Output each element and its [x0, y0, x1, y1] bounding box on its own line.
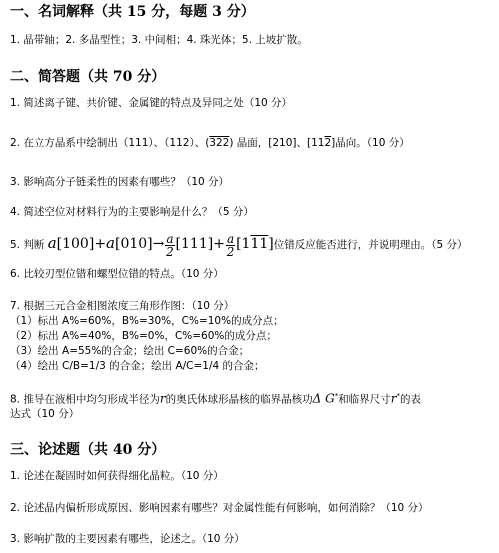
question-2-7-item-1: （1）标出 A%=60%，B%=30%，C%=10%的成分点；: [10, 315, 284, 327]
q2-mid: ) 晶面，[210]、[11: [229, 137, 325, 149]
q5-frac1-den: 2: [166, 244, 174, 259]
q5-t1: [100]: [56, 236, 95, 252]
q5-tail: 位错反应能否进行，并说明理由。（5 分）: [273, 239, 468, 251]
question-2-7-item-3: （3）绘出 A=55%的合金；绘出 C=60%的合金；: [10, 345, 250, 357]
q8-dg: Δ G: [312, 391, 335, 406]
section1-heading: 一、名词解释（共 15 分，每题 3 分）: [10, 4, 255, 20]
q5-a1: a: [47, 234, 57, 252]
q5-t4bar: 11: [250, 236, 269, 252]
section2-heading: 二、简答题（共 70 分）: [10, 69, 166, 85]
q2-post: ]晶向。（10 分）: [331, 137, 410, 149]
q5-t3: [111]: [175, 236, 214, 252]
question-2-7-stem: 7. 根据三元合金相图浓度三角形作图：（10 分）: [10, 300, 235, 312]
q8-mid: 的奥氏体球形晶核的临界晶核功: [165, 393, 313, 406]
q5-frac2: [226, 233, 235, 258]
question-3-2: 2. 论述晶内偏析形成原因、影响因素有哪些？对金属性能有何影响，如何消除？（10 分）: [10, 502, 429, 514]
q5-frac2-num: a: [226, 231, 235, 246]
q8-r: r: [159, 391, 166, 406]
question-2-3: 3. 影响高分子链柔性的因素有哪些？（10 分）: [10, 176, 230, 188]
q5-arrow: →: [152, 236, 165, 252]
question-2-7-item-4: （4）绘出 C/B=1/3 的合金；绘出 A/C=1/4 的合金；: [10, 360, 265, 372]
q8-star1: *: [334, 392, 339, 400]
q5-frac2-den: 2: [226, 244, 235, 259]
q2-overbar-indices: 322: [209, 137, 230, 149]
question-3-3: 3. 影响扩散的主要因素有哪些，论述之。（10 分）: [10, 533, 245, 545]
q5-num: 5. 判断: [10, 239, 45, 251]
q5-plus2: +: [213, 236, 225, 252]
q5-a2: a: [106, 234, 115, 252]
section1-terms: 1. 晶带轴；2. 多晶型性；3. 中间相；4. 珠光体；5. 上坡扩散。: [10, 34, 308, 46]
q8-mid2: 和临界尺寸: [338, 393, 391, 406]
question-2-8-line2: 达式（10 分）: [10, 408, 80, 420]
q5-frac1: [165, 233, 174, 258]
q8-post: 的表: [399, 393, 421, 406]
q5-t2: [010]: [115, 236, 153, 252]
question-2-6: 6. 比较刃型位错和螺型位错的特点。（10 分）: [10, 268, 224, 280]
q2-pre: 2. 在立方晶系中绘制出（111）、（112）、(: [10, 137, 210, 149]
q5-plus1: +: [94, 236, 107, 252]
question-2-8: [10, 389, 421, 407]
question-2-4: 4. 简述空位对材料行为的主要影响是什么？（5 分）: [10, 206, 254, 218]
section3-heading: 三、论述题（共 40 分）: [10, 442, 166, 458]
question-2-2: [10, 136, 410, 150]
question-2-1: 1. 简述离子键、共价键、金属键的特点及异同之处（10 分）: [10, 97, 293, 109]
q2-overbar-index: 2: [324, 137, 332, 149]
q5-frac1-num: a: [166, 231, 174, 246]
question-2-5: [10, 230, 468, 258]
q8-pre: 8. 推导在液相中均匀形成半径为: [10, 393, 160, 406]
q5-t4b: ]: [268, 236, 274, 252]
q8-r2: r: [390, 391, 397, 406]
question-2-7-item-2: （2）标出 A%=40%，B%=0%，C%=60%的成分点；: [10, 330, 277, 342]
question-3-1: 1. 论述在凝固时如何获得细化晶粒。（10 分）: [10, 470, 224, 482]
q8-star2: *: [396, 392, 400, 400]
q5-t4a: [1: [236, 236, 251, 252]
